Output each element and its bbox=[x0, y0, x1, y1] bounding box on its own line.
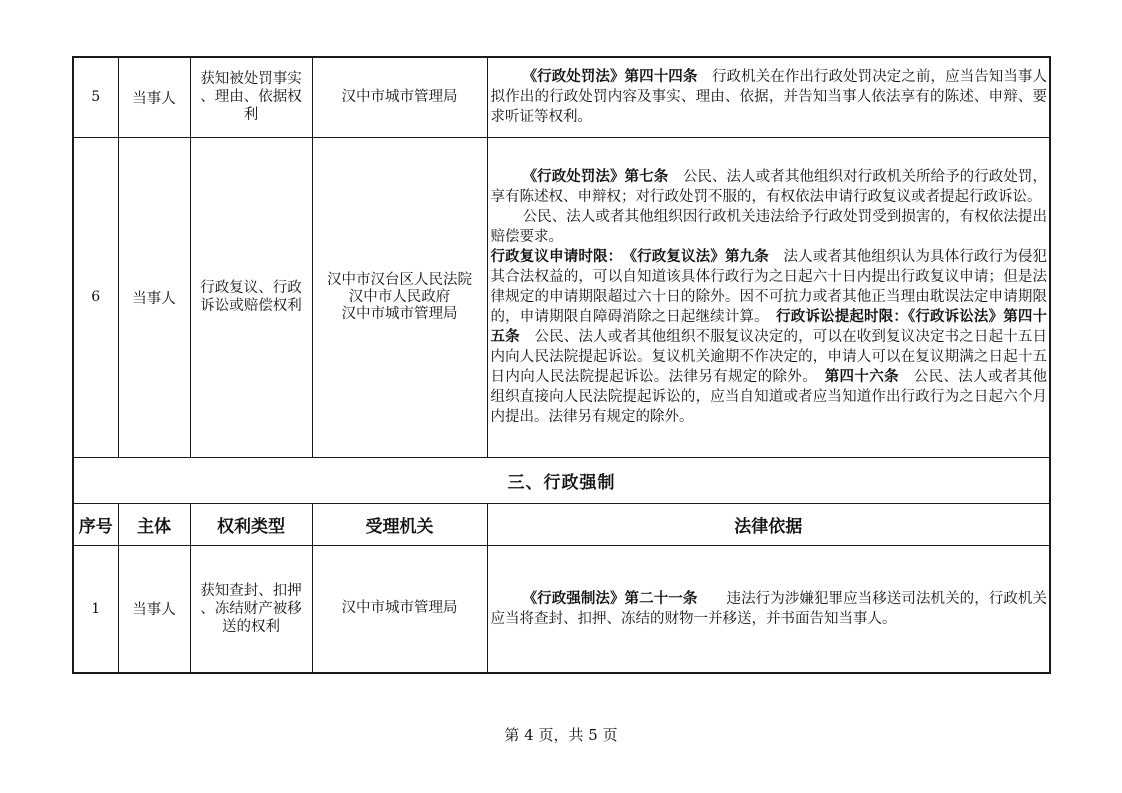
right-type-line: 、冻结财产被移 bbox=[200, 600, 302, 617]
law-article-text: 公民、法人或者其他组织对行政机关所给予的行政处罚，享有陈述权、申辩权；对行政处罚不服的，有权依法申请行政复议或者提起行政诉讼。 bbox=[490, 169, 1047, 205]
agency-line: 汉中市城市管理局 bbox=[341, 305, 458, 322]
law-article-text: 行政机关在作出行政处罚决定之前，应当告知当事人拟作出的行政处罚内容及事实、理由、依据，并告知当事人依法享有的陈述、申辩、要求听证等权利。 bbox=[490, 69, 1048, 126]
legal-basis-paragraph bbox=[491, 167, 1048, 207]
legal-basis-paragraph bbox=[491, 589, 1048, 629]
table-row bbox=[73, 545, 1050, 673]
legal-basis-cell bbox=[487, 545, 1050, 673]
header-row bbox=[73, 503, 1050, 545]
right-type-line: 利 bbox=[243, 107, 259, 124]
law-article-text: 违法行为涉嫌犯罪应当移送司法机关的，行政机关应当将查封、扣押、冻结的财物一并移送，并书面告知当事人。 bbox=[490, 590, 1048, 627]
agency-line: 汉中市人民政府 bbox=[348, 288, 451, 305]
right-type-cell bbox=[190, 57, 312, 137]
header-agency: 受理机关 bbox=[312, 503, 487, 545]
legal-basis-paragraph bbox=[491, 67, 1048, 127]
document-sheet bbox=[72, 56, 1050, 674]
legal-basis-cell bbox=[487, 137, 1050, 457]
legal-basis-paragraph bbox=[491, 207, 1048, 247]
law-article-title: 行政复议申请时限： 《行政复议法》第九条 bbox=[490, 248, 769, 265]
row-number: 5 bbox=[73, 57, 118, 137]
subject-cell: 当事人 bbox=[118, 137, 190, 457]
agency-cell bbox=[312, 137, 487, 457]
subject-cell: 当事人 bbox=[118, 545, 190, 673]
agency-line: 汉中市汉台区人民法院 bbox=[327, 271, 472, 288]
table-row bbox=[73, 57, 1050, 137]
law-article-title: 《行政处罚法》第七条 bbox=[522, 168, 669, 185]
right-type-line: 行政复议、行政 bbox=[200, 280, 302, 296]
right-type-line: 、理由、依据权 bbox=[200, 89, 302, 106]
header-right-type: 权利类型 bbox=[190, 503, 312, 545]
section-title: 三、行政强制 bbox=[73, 457, 1050, 503]
row-number: 1 bbox=[73, 545, 118, 673]
page-footer: 第 4 页，共 5 页 bbox=[504, 726, 618, 744]
law-article-text: 公民、法人或者其他组织因行政机关违法给予行政处罚受到损害的，有权依法提出赔偿要求。 bbox=[490, 209, 1047, 245]
agency-line: 汉中市城市管理局 bbox=[341, 88, 458, 105]
header-subject: 主体 bbox=[118, 503, 190, 545]
table-row bbox=[73, 137, 1050, 457]
right-type-line: 获知被处罚事实 bbox=[200, 71, 302, 88]
right-type-line: 送的权利 bbox=[222, 618, 280, 635]
law-article-title: 《行政处罚法》第四十四条 bbox=[522, 68, 698, 86]
agency-line: 汉中市城市管理局 bbox=[341, 600, 458, 617]
right-type-cell bbox=[190, 137, 312, 457]
subject-cell: 当事人 bbox=[118, 57, 190, 137]
right-type-cell bbox=[190, 545, 312, 673]
row-number: 6 bbox=[73, 137, 118, 457]
law-article-title: 《行政强制法》第二十一条 bbox=[522, 589, 698, 607]
header-serial: 序号 bbox=[73, 503, 118, 545]
header-legal-basis: 法律依据 bbox=[487, 503, 1050, 545]
right-type-line: 诉讼或赔偿权利 bbox=[200, 298, 302, 314]
law-article-title: 行政诉讼提起时限：《行政诉讼法》第四十五条 bbox=[490, 308, 1048, 345]
law-article-text: 法人或者其他组织认为具体行政行为侵犯其合法权益的，可以自知道该具体行政行为之日起六十日内提出行政复议申请；但是法律规定的申请期限超过六十日的除外。因不可抗力或者其他正当理由耽误法定申请期限的，申请期限自障碍消除之日起继续计算。 bbox=[490, 249, 1048, 325]
right-type-line: 获知查封、扣押 bbox=[200, 582, 302, 599]
section-row bbox=[73, 457, 1050, 503]
agency-cell bbox=[312, 545, 487, 673]
law-article-text: 公民、法人或者其他组织直接向人民法院提起诉讼的，应当自知道或者应当知道作出行政行为之日起六个月内提出。法律另有规定的除外。 bbox=[490, 369, 1048, 425]
rights-table bbox=[72, 56, 1051, 674]
legal-basis-cell bbox=[487, 57, 1050, 137]
law-article-title: 第四十六条 bbox=[824, 368, 899, 385]
legal-basis-paragraph bbox=[491, 247, 1048, 427]
agency-cell bbox=[312, 57, 487, 137]
law-article-text: 公民、法人或者其他组织不服复议决定的，可以在收到复议决定书之日起十五日内向人民法院提起诉讼。复议机关逾期不作决定的，申请人可以在复议期满之日起十五日内向人民法院提起诉讼。法律另有规定的除外。 bbox=[490, 329, 1048, 385]
